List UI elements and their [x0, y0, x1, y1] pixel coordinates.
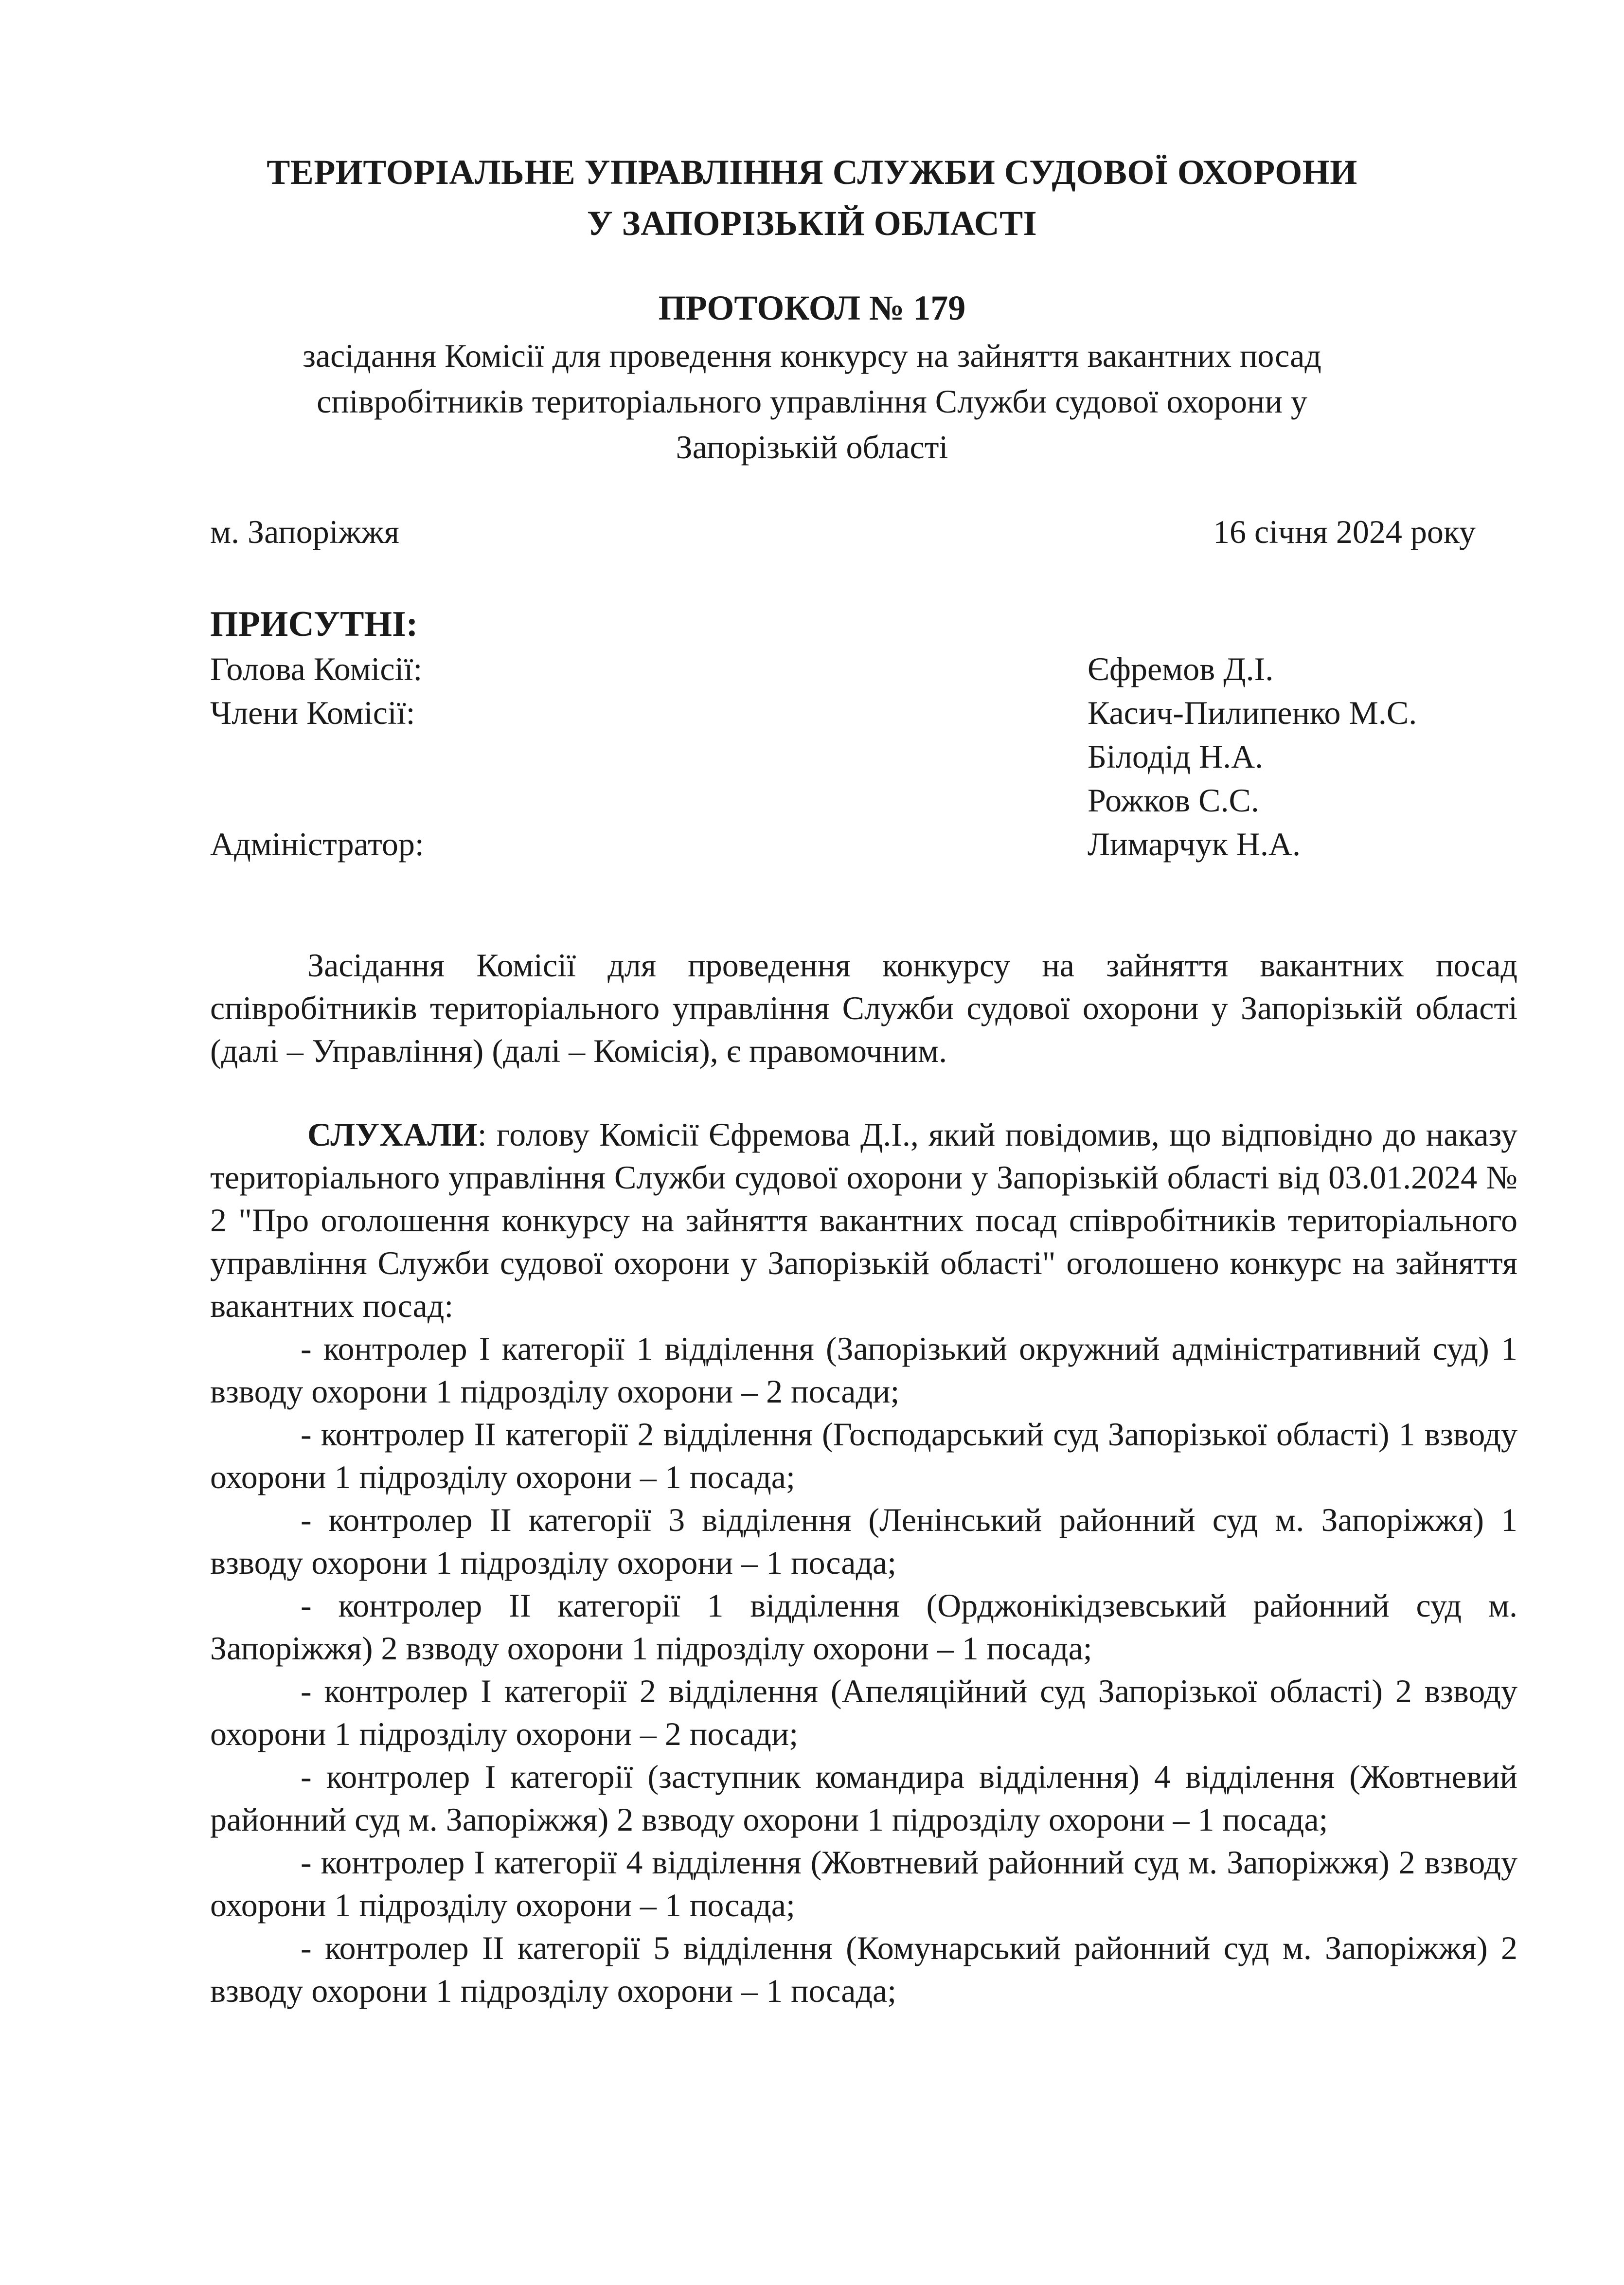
position-item: - контролер I категорії (заступник командира відділення) 4 відділення (Жовтневий районний суд м. Запоріжжя) 2 взводу охорони 1 підрозділу охорони – 1 посада;	[210, 1758, 1517, 1838]
date: 16 січня 2024 року	[1213, 513, 1476, 550]
present-heading: ПРИСУТНІ:	[210, 604, 418, 644]
position-item: - контролер I категорії 2 відділення (Апеляційний суд Запорізької області) 2 взводу охорони 1 підрозділу охорони – 2 посади;	[210, 1673, 1517, 1752]
position-item: - контролер II категорії 3 відділення (Ленінський районний суд м. Запоріжжя) 1 взводу охорони 1 підрозділу охорони – 1 посада;	[210, 1501, 1517, 1581]
organization-heading	[0, 147, 1624, 249]
chair-name: Єфремов Д.І.	[1088, 650, 1274, 687]
position-item: - контролер I категорії 4 відділення (Жовтневий районний суд м. Запоріжжя) 2 взводу охорони 1 підрозділу охорони – 1 посада;	[210, 1844, 1517, 1924]
member-name: Рожков С.С.	[1088, 782, 1259, 819]
heard-text: : голову Комісії Єфремова Д.І., який повідомив, що відповідно до наказу територіального управління Служби судової охорони у Запорізькій області від 03.01.2024 № 2 "Про оголошення конкурсу на зайняття вакантних посад співробітників територіального управління Служби судової охорони у Запорізькій області" оголошено конкурс на зайняття вакантних посад:	[210, 1116, 1517, 1324]
position-item: - контролер II категорії 1 відділення (Орджонікідзевський районний суд м. Запоріжжя) 2 взводу охорони 1 підрозділу охорони – 1 посада;	[210, 1587, 1517, 1667]
org-line-2: У ЗАПОРІЗЬКІЙ ОБЛАСТІ	[587, 204, 1037, 243]
chair-label: Голова Комісії:	[210, 650, 423, 687]
member-name: Касич-Пилипенко М.С.	[1088, 694, 1417, 731]
position-item: - контролер I категорії 1 відділення (Запорізький окружний адміністративний суд) 1 взводу охорони 1 підрозділу охорони – 2 посади;	[210, 1330, 1517, 1410]
admin-label: Адміністратор:	[210, 826, 424, 863]
quorum-paragraph: Засідання Комісії для проведення конкурсу на зайняття вакантних посад співробітників територіального управління Служби судової охорони у Запорізькій області (далі – Управління) (далі – Комісія), є правомочним.	[210, 947, 1517, 1069]
heard-section	[210, 1113, 1517, 2012]
position-item: - контролер II категорії 5 відділення (Комунарський районний суд м. Запоріжжя) 2 взводу охорони 1 підрозділу охорони – 1 посада;	[210, 1929, 1517, 2009]
member-name: Білодід Н.А.	[1088, 738, 1264, 775]
heard-label: СЛУХАЛИ	[307, 1116, 478, 1153]
protocol-title: ПРОТОКОЛ № 179	[658, 288, 966, 327]
org-line-1: ТЕРИТОРІАЛЬНЕ УПРАВЛІННЯ СЛУЖБИ СУДОВОЇ ОХОРОНИ	[267, 153, 1357, 192]
members-label: Члени Комісії:	[210, 694, 415, 731]
protocol-subtitle: засідання Комісії для проведення конкурсу на зайняття вакантних посад співробітників територіального управління Служби судової охорони у Запорізькій області	[303, 337, 1321, 466]
position-item: - контролер II категорії 2 відділення (Господарський суд Запорізької області) 1 взводу охорони 1 підрозділу охорони – 1 посада;	[210, 1416, 1517, 1495]
place: м. Запоріжжя	[210, 513, 399, 550]
admin-name: Лимарчук Н.А.	[1088, 826, 1301, 863]
heard-paragraph	[210, 1113, 1517, 1327]
